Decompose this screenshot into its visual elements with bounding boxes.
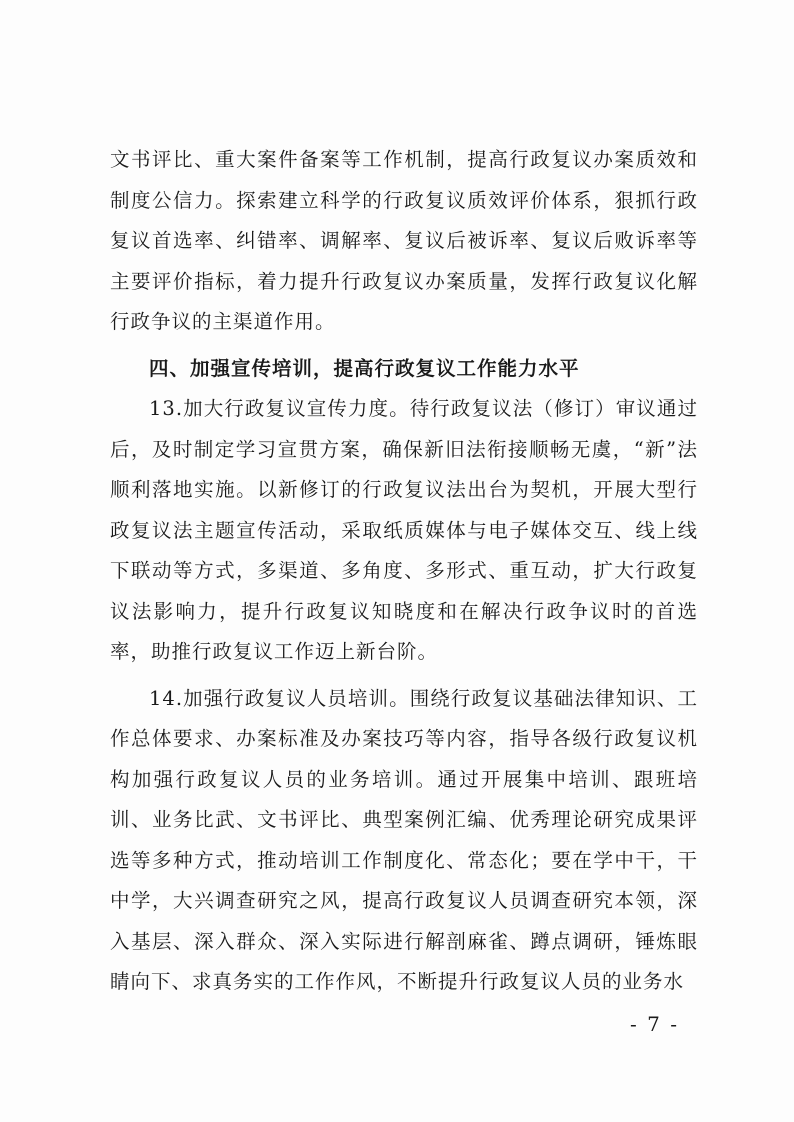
body-text — [110, 140, 698, 1003]
page-number: - 7 - — [630, 1012, 679, 1036]
paragraph-item-13: 13.加大行政复议宣传力度。待行政复议法（修订）审议通过后，及时制定学习宣贯方案，确保新旧法衔接顺畅无虞，“新”法顺利落地实施。以新修订的行政复议法出台为契机，开展大型行政复议法主题宣传活动，采取纸质媒体与电子媒体交互、线上线下联动等方式，多渠道、多角度、多形式、重互动，扩大行政复议法影响力，提升行政复议知晓度和在解决行政争议时的首选率，助推行政复议工作迈上新台阶。 — [110, 397, 698, 663]
paragraph-item-14: 14.加强行政复议人员培训。围绕行政复议基础法律知识、工作总体要求、办案标准及办案技巧等内容，指导各级行政复议机构加强行政复议人员的业务培训。通过开展集中培训、跟班培训、业务比武、文书评比、典型案例汇编、优秀理论研究成果评选等多种方式，推动培训工作制度化、常态化；要在学中干，干中学，大兴调查研究之风，提高行政复议人员调查研究本领，深入基层、深入群众、深入实际进行解剖麻雀、蹲点调研，锤炼眼睛向下、求真务实的工作作风，不断提升行政复议人员的业务水 — [110, 686, 698, 993]
section-heading: 四、加强宣传培训，提高行政复议工作能力水平 — [149, 356, 580, 380]
paragraph-continuation: 文书评比、重大案件备案等工作机制，提高行政复议办案质效和制度公信力。探索建立科学的行政复议质效评价体系，狠抓行政复议首选率、纠错率、调解率、复议后被诉率、复议后败诉率等主要评价指标，着力提升行政复议办案质量，发挥行政复议化解行政争议的主渠道作用。 — [110, 148, 698, 333]
